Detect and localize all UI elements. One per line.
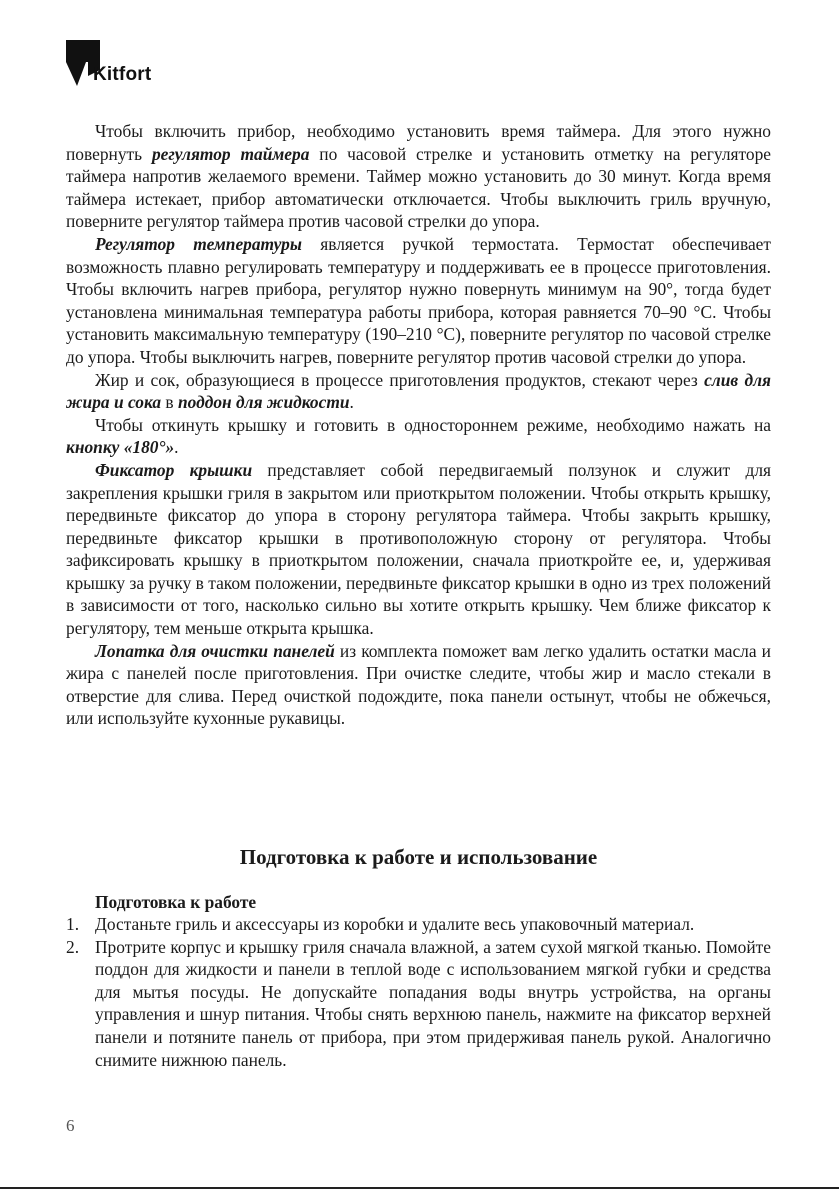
paragraph	[66, 369, 771, 414]
step-number: 2.	[66, 936, 80, 957]
brand-name: Kitfort	[93, 64, 152, 85]
text-run: представляет собой передвигаемый ползунок и служит для закрепления крышки гриля в закрытом или приоткрытом положении. Чтобы открыть крышку, передвиньте фиксатор до упора в сторону регулятора таймера. Чтобы закрыть крышку, передвиньте фиксатор крышки в противоположную сторону от регулятора. Чтобы зафиксировать крышку в приоткрытом положении, сначала приоткройте ее, и, удерживая крышку за ручку в таком положении, передвиньте фиксатор крышки в одно из трех положений в зависимости от того, насколько сильно вы хотите открыть крышку. Чем ближе фиксатор к регулятору, тем меньше открыта крышка.	[66, 459, 771, 639]
step-text: Протрите корпус и крышку гриля сначала влажной, а затем сухой мягкой тканью. Помойте поддон для жидкости и панели в теплой воде с использованием мягкой губки и средства для мытья посуды. Не допускайте попадания воды внутрь устройства, на органы управления и шнур питания. Чтобы снять верхнюю панель, нажмите на фиксатор верхней панели и потяните панель от прибора, при этом придерживая панель рукой. Аналогично снимите нижнюю панель.	[95, 936, 771, 1070]
term-emphasis: Регулятор температуры	[95, 233, 302, 254]
step-item	[66, 913, 771, 936]
term-emphasis: Фиксатор крышки	[95, 459, 253, 480]
brand-logo	[66, 40, 206, 88]
step-text: Достаньте гриль и аксессуары из коробки и удалите весь упаковочный материал.	[95, 914, 695, 934]
term-emphasis: кнопку «180°»	[66, 437, 175, 458]
paragraph	[66, 414, 771, 459]
text-run: Жир и сок, образующиеся в процессе приготовления продуктов, стекают через	[95, 369, 705, 390]
term-emphasis: регулятор таймера	[151, 143, 310, 164]
text-run: Чтобы включить прибор, необходимо установить время таймера. Для этого нужно повернуть	[66, 121, 771, 164]
text-run: .	[174, 437, 179, 458]
text-run: является ручкой термостата. Термостат обеспечивает возможность плавно регулировать температуру и поддерживать ее в процессе приготовления. Чтобы включить нагрев прибора, регулятор нужно повернуть минимум на 90°, тогда будет установлена минимальная температура работы прибора, которая равняется 70–90 °С. Чтобы установить максимальную температуру (190–210 °С), поверните регулятор по часовой стрелке до упора. Чтобы выключить нагрев, поверните регулятор против часовой стрелки до упора.	[66, 233, 771, 367]
term-emphasis: Лопатка для очистки панелей	[95, 640, 335, 661]
section-subtitle: Подготовка к работе	[95, 892, 257, 912]
page-number: 6	[66, 1116, 75, 1135]
paragraph	[66, 120, 771, 233]
section-title: Подготовка к работе и использование	[239, 845, 598, 869]
paragraph	[66, 640, 771, 730]
term-emphasis: поддон для жидкости	[177, 392, 350, 413]
text-run: по часовой стрелке и установить отметку на регуляторе таймера напротив желаемого времени. Таймер можно установить до 30 минут. Когда время таймера истекает, прибор автоматически отключается. Чтобы выключить гриль вручную, поверните регулятор таймера против часовой стрелки до упора.	[66, 143, 771, 232]
body-text	[66, 120, 771, 730]
paragraph	[66, 233, 771, 369]
paragraph	[66, 459, 771, 640]
text-run: из комплекта поможет вам легко удалить остатки масла и жира с панелей после приготовления. При очистке следите, чтобы жир и масло стекали в отверстие для слива. Перед очисткой подождите, пока панели остынут, чтобы не обжечься, или используйте кухонные рукавицы.	[66, 640, 771, 729]
step-number: 1.	[66, 914, 80, 934]
preparation-steps	[66, 913, 771, 1071]
term-emphasis: слив для жира и сока	[66, 369, 771, 413]
step-item	[66, 936, 771, 1072]
text-run: .	[349, 392, 354, 413]
text-run: в	[161, 392, 178, 413]
text-run: Чтобы откинуть крышку и готовить в одностороннем режиме, необходимо нажать на	[95, 414, 771, 435]
